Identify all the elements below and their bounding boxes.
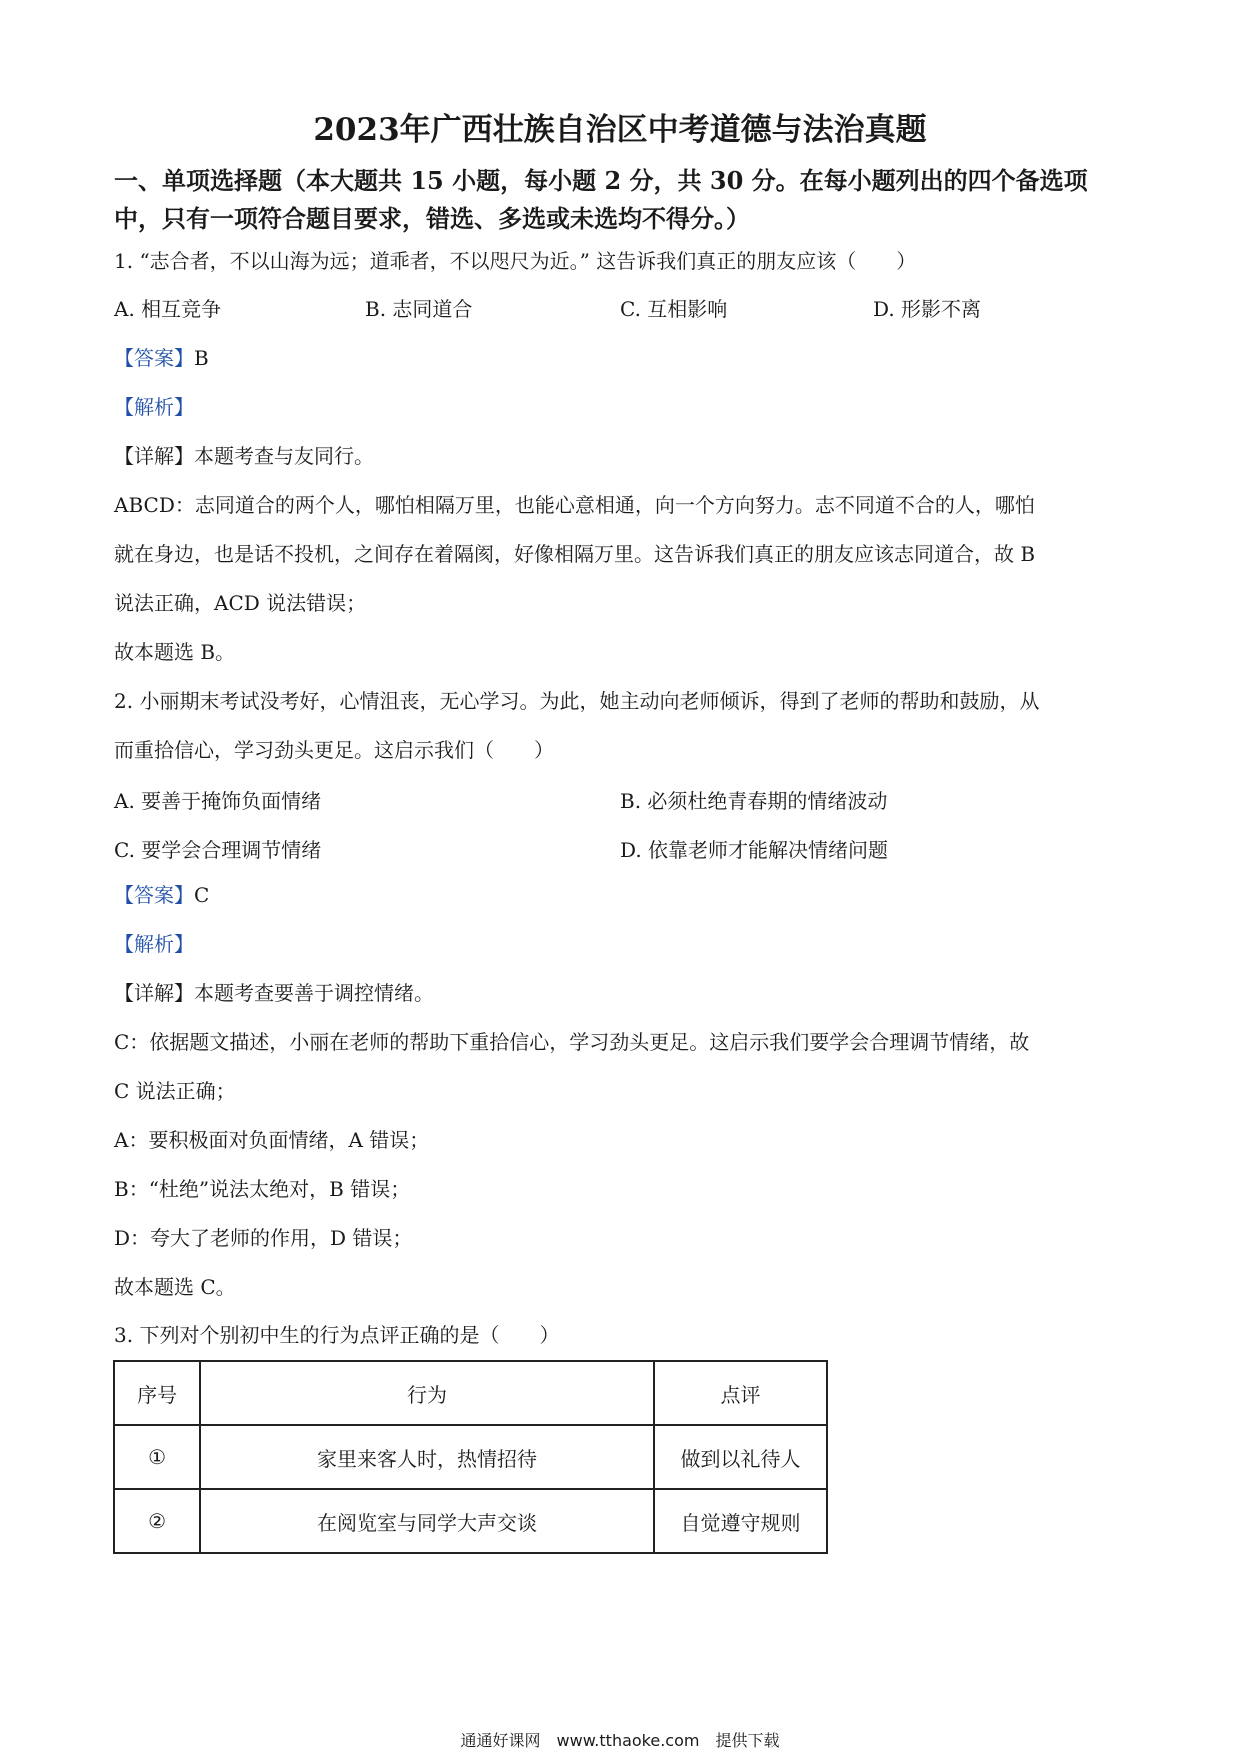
- table-cell-behavior: 在阅览室与同学大声交谈: [200, 1489, 654, 1553]
- q2-explanation-line1: C：依据题文描述，小丽在老师的帮助下重拾信心，学习劲头更足。这启示我们要学会合理调节情绪，故: [114, 1030, 1030, 1054]
- table-row: [114, 1489, 827, 1553]
- q2-answer: [114, 880, 209, 910]
- q2-option-d: D. 依靠老师才能解决情绪问题: [620, 838, 889, 862]
- section-heading-line1: 一、单项选择题（本大题共 15 小题，每小题 2 分，共 30 分。在每小题列出的四个备选项: [114, 166, 1088, 195]
- q1-analysis-tag: 【解析】: [114, 395, 194, 419]
- q2-explanation-line5: D：夸大了老师的作用，D 错误；: [114, 1226, 413, 1250]
- q2-explanation-line3: A：要积极面对负面情绪，A 错误；: [114, 1128, 430, 1152]
- table-header-behavior: 行为: [200, 1361, 654, 1425]
- answer-tag: 【答案】: [114, 346, 194, 370]
- q1-option-a: A. 相互竞争: [114, 297, 222, 321]
- q2-explanation-line4: B：“杜绝”说法太绝对，B 错误；: [114, 1177, 411, 1201]
- q1-explanation-line2: 就在身边，也是话不投机，之间存在着隔阂，好像相隔万里。这告诉我们真正的朋友应该志同道合，故 B: [114, 542, 1036, 566]
- table-cell-number: ②: [114, 1489, 200, 1553]
- q1-option-c: C. 互相影响: [620, 297, 728, 321]
- q3-table: [113, 1360, 828, 1554]
- q2-option-b: B. 必须杜绝青春期的情绪波动: [620, 789, 888, 813]
- q2-analysis-tag: 【解析】: [114, 932, 194, 956]
- table-header-number: 序号: [114, 1361, 200, 1425]
- q2-conclusion: 故本题选 C。: [114, 1275, 236, 1299]
- section-heading-line2: 中，只有一项符合题目要求，错选、多选或未选均不得分。）: [114, 204, 750, 233]
- table-cell-behavior: 家里来客人时，热情招待: [200, 1425, 654, 1489]
- q2-option-c: C. 要学会合理调节情绪: [114, 838, 322, 862]
- q1-stem: 1. “志合者，不以山海为远；道乖者，不以咫尺为近。” 这告诉我们真正的朋友应该（ ）: [114, 249, 917, 273]
- table-cell-comment: 自觉遵守规则: [654, 1489, 827, 1553]
- q2-answer-value: C: [194, 883, 210, 907]
- q1-detail: 【详解】本题考查与友同行。: [114, 444, 374, 468]
- q2-stem-line2: 而重拾信心，学习劲头更足。这启示我们（ ）: [114, 738, 554, 762]
- q2-explanation-line2: C 说法正确；: [114, 1079, 236, 1103]
- q3-stem: 3. 下列对个别初中生的行为点评正确的是（ ）: [114, 1323, 560, 1347]
- answer-tag: 【答案】: [114, 883, 194, 907]
- table-cell-comment: 做到以礼待人: [654, 1425, 827, 1489]
- page-title: 2023年广西壮族自治区中考道德与法治真题: [313, 112, 927, 148]
- q1-conclusion: 故本题选 B。: [114, 640, 236, 664]
- q2-detail: 【详解】本题考查要善于调控情绪。: [114, 981, 434, 1005]
- q1-option-b: B. 志同道合: [365, 297, 473, 321]
- table-row: [114, 1425, 827, 1489]
- q1-explanation-line3: 说法正确，ACD 说法错误；: [114, 591, 367, 615]
- page-footer: 通通好课网 www.tthaoke.com 提供下载: [460, 1731, 780, 1750]
- q1-explanation-line1: ABCD：志同道合的两个人，哪怕相隔万里，也能心意相通，向一个方向努力。志不同道不合的人，哪怕: [114, 493, 1035, 517]
- q2-option-a: A. 要善于掩饰负面情绪: [114, 789, 322, 813]
- q2-stem-line1: 2. 小丽期末考试没考好，心情沮丧，无心学习。为此，她主动向老师倾诉，得到了老师的帮助和鼓励，从: [114, 689, 1040, 713]
- table-header-comment: 点评: [654, 1361, 827, 1425]
- q1-answer: [114, 343, 209, 373]
- q1-answer-value: B: [194, 346, 209, 370]
- table-header-row: [114, 1361, 827, 1425]
- q1-option-d: D. 形影不离: [873, 297, 982, 321]
- table-cell-number: ①: [114, 1425, 200, 1489]
